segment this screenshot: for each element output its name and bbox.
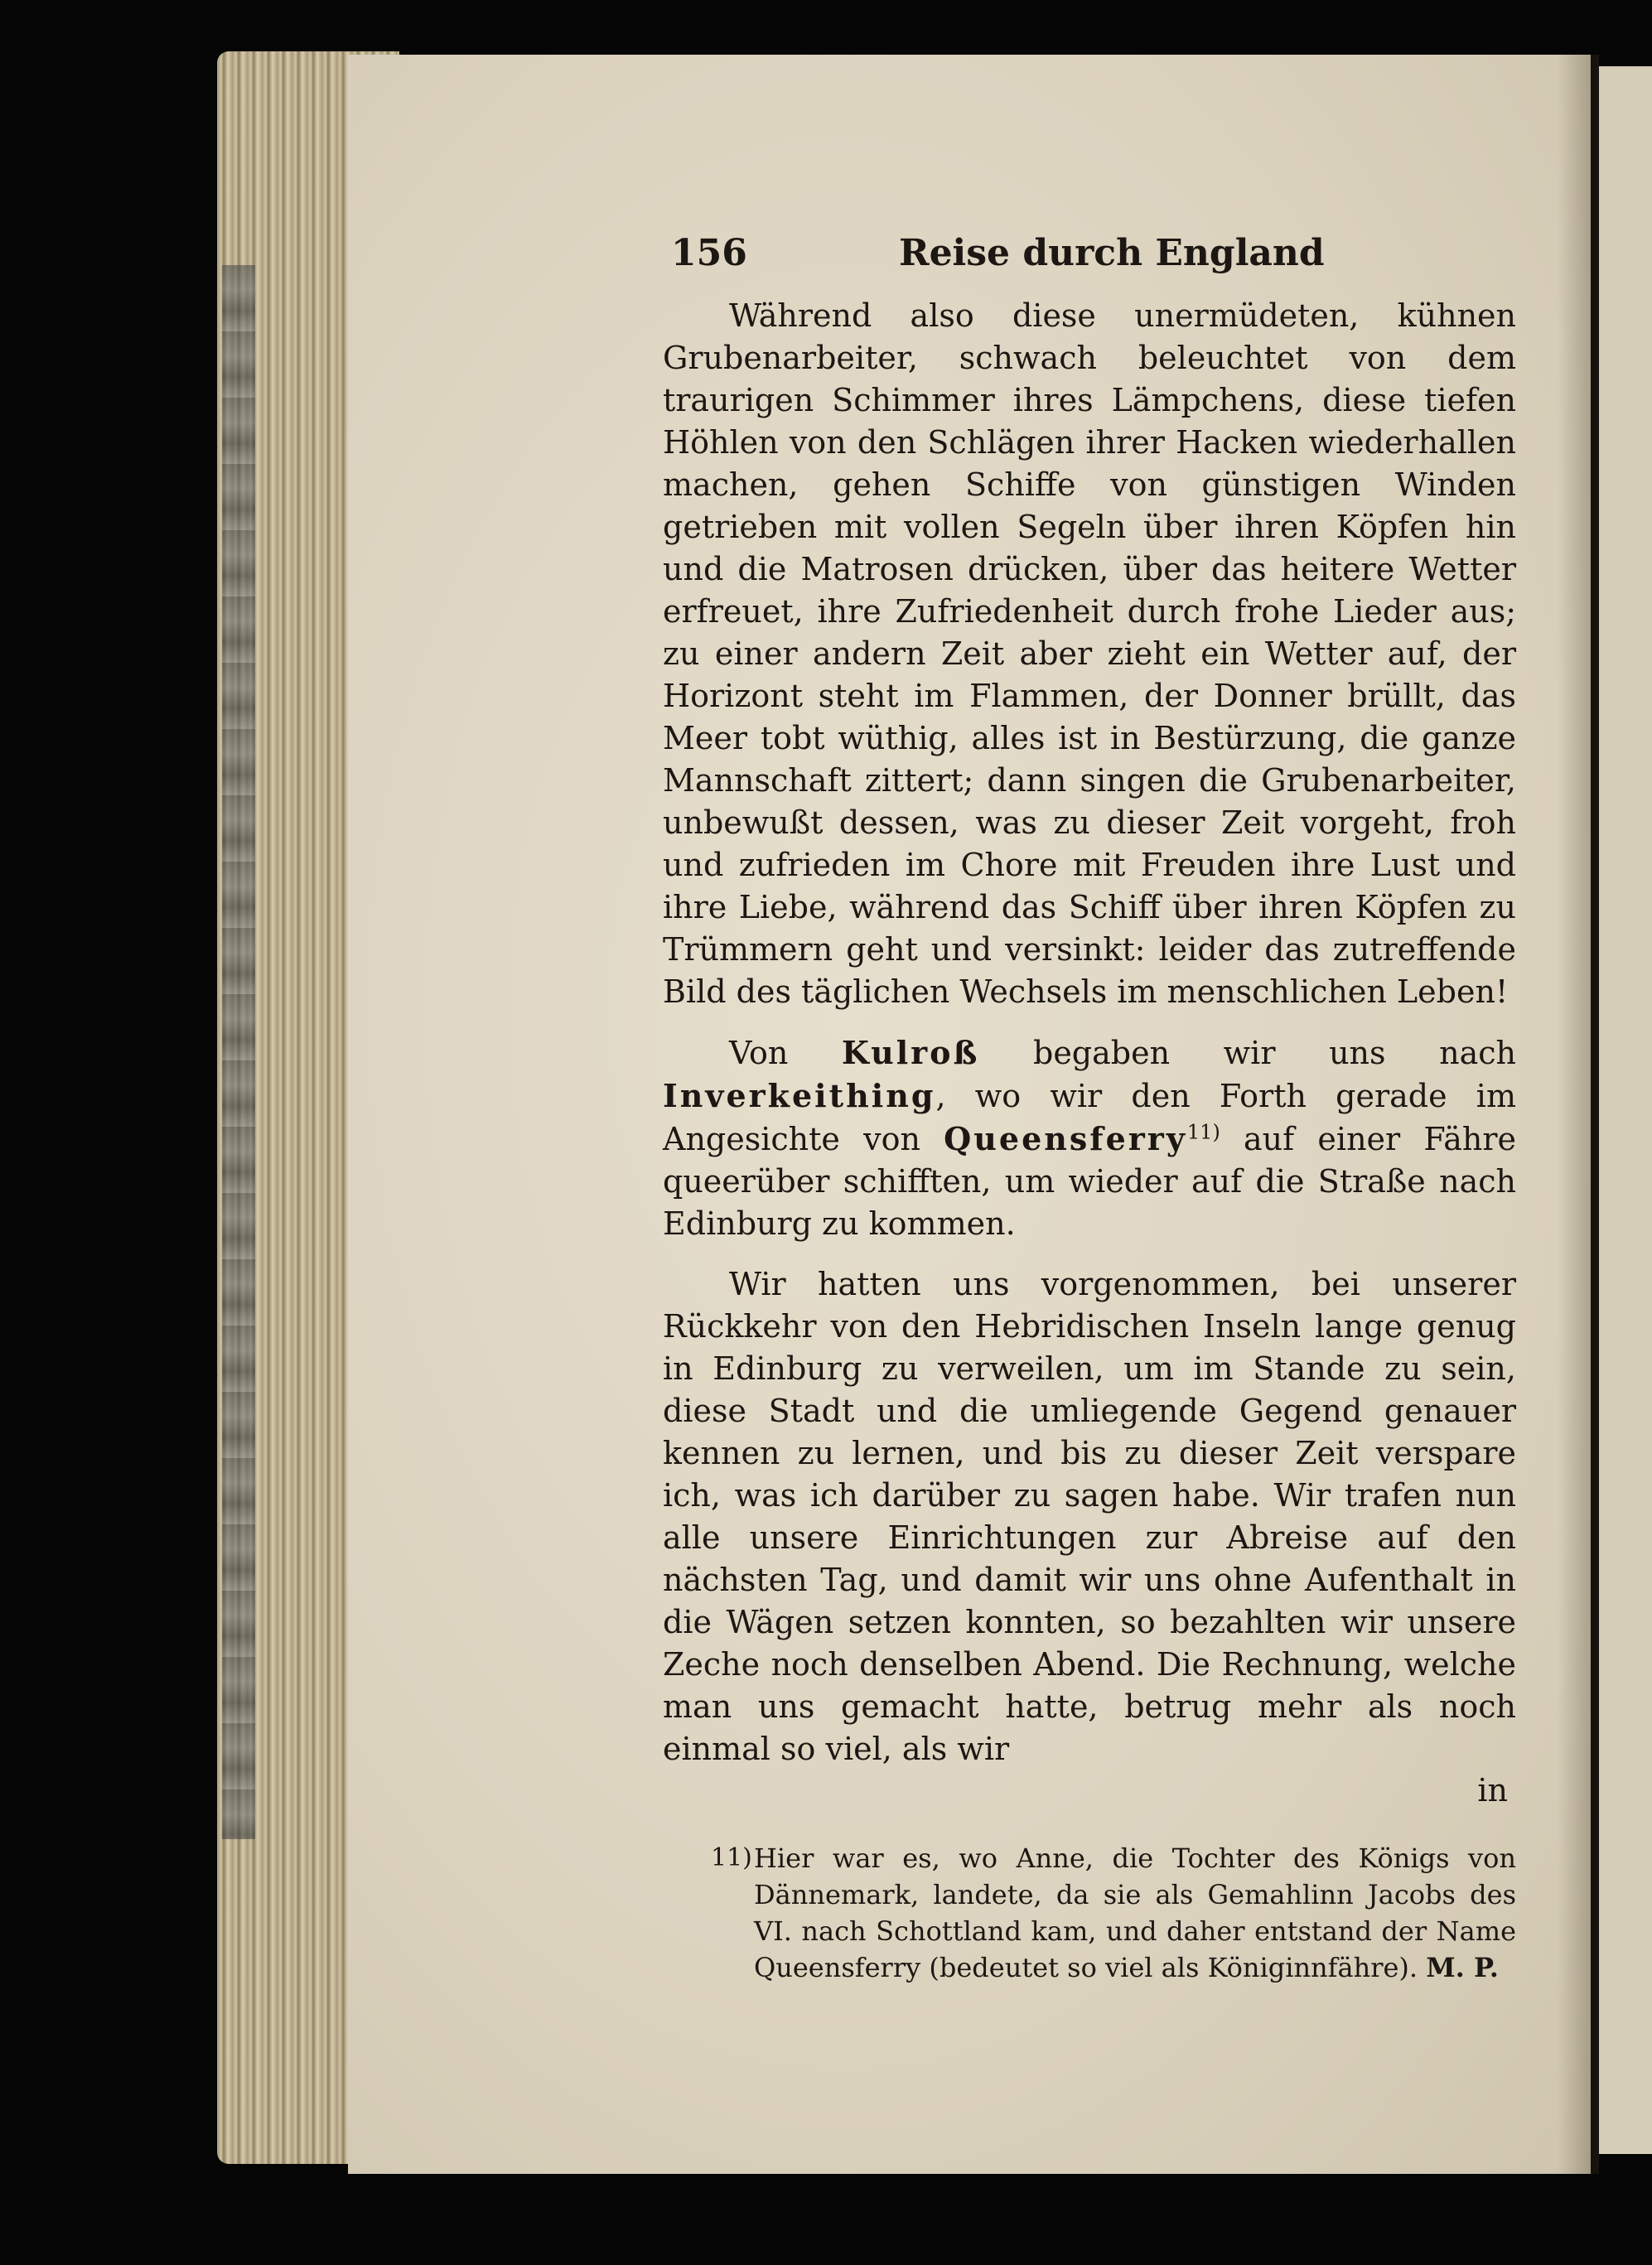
- place-name-kulross: Kulroß: [841, 1034, 980, 1071]
- page-edge-stain: [222, 265, 255, 1839]
- place-name-inverkeithing: Inverkeithing: [663, 1077, 936, 1114]
- gutter-shadow: [1558, 55, 1599, 2174]
- paragraph-1: Während also diese unermüdeten, kühnen Grubenarbeiter, schwach beleuchtet von dem traurigen Schimmer ihres Lämpchens, diese tiefen Höhlen von den Schlägen ihrer Hacken wiederhallen machen, gehen Schiffe von günstigen Winden getrieben mit vollen Segeln über ihren Köpfen hin und die Matrosen drücken, über das heitere Wetter erfreuet, ihre Zufriedenheit durch frohe Lieder aus; zu einer andern Zeit aber zieht ein Wetter auf, der Horizont steht im Flammen, der Donner brüllt, das Meer tobt wüthig, alles ist in Bestürzung, die ganze Mannschaft zittert; dann singen die Grubenarbeiter, unbewußt dessen, was zu dieser Zeit vorgeht, froh und zufrieden im Chore mit Freuden ihre Lust und ihre Liebe, während das Schiff über ihren Köpfen zu Trümmern geht und versinkt: leider das zutreffende Bild des täglichen Wechsels im menschlichen Leben!: [663, 297, 1516, 1010]
- footnote-signature: M. P.: [1426, 1952, 1499, 1983]
- paragraph-3: Wir hatten uns vorgenommen, bei unserer Rückkehr von den Hebridischen Inseln lange genug in Edinburg zu verweilen, um im Stande zu sein, diese Stadt und die umliegende Gegend genauer kennen zu lernen, und bis zu dieser Zeit verspare ich, was ich darüber zu sagen habe. Wir trafen nun alle unsere Einrichtungen zur Abreise auf den nächsten Tag, und damit wir uns ohne Aufenthalt in die Wägen setzen konnten, so bezahlten wir unsere Zeche noch denselben Abend. Die Rechnung, welche man uns gemacht hatte, betrug mehr als noch einmal so viel, als wir: [663, 1266, 1516, 1767]
- footnote-text: Hier war es, wo Anne, die Tochter des Königs von Dännemark, landete, da sie als Gemahlinn Jacobs des VI. nach Schottland kam, und daher entstand der Name Queensferry (bedeutet so viel als Königinnfähre).: [754, 1842, 1516, 1983]
- text-block: [663, 232, 1516, 1986]
- running-head: [663, 232, 1516, 282]
- paragraph-2-middle: , wo wir den Forth gerade im Angesichte von: [663, 1078, 1516, 1157]
- running-title: Reise durch England: [899, 232, 1325, 274]
- footnote: [663, 1840, 1516, 1986]
- facing-page-edge: [1599, 66, 1652, 2154]
- place-name-queensferry: Queensferry: [944, 1120, 1187, 1157]
- paragraph-2-between: begaben wir uns nach: [979, 1035, 1517, 1071]
- catchword: in: [1477, 1772, 1508, 1809]
- paragraph-2-start: Von: [729, 1035, 842, 1071]
- footnote-mark: 11): [711, 1843, 752, 1872]
- paragraph-2: [663, 1031, 1516, 1245]
- footnote-reference: 11): [1186, 1120, 1220, 1144]
- paragraph-2-end: auf einer Fähre queerüber schifften, um wieder auf die Straße nach Edinburg zu kommen.: [663, 1121, 1516, 1242]
- page-number: 156: [671, 232, 747, 274]
